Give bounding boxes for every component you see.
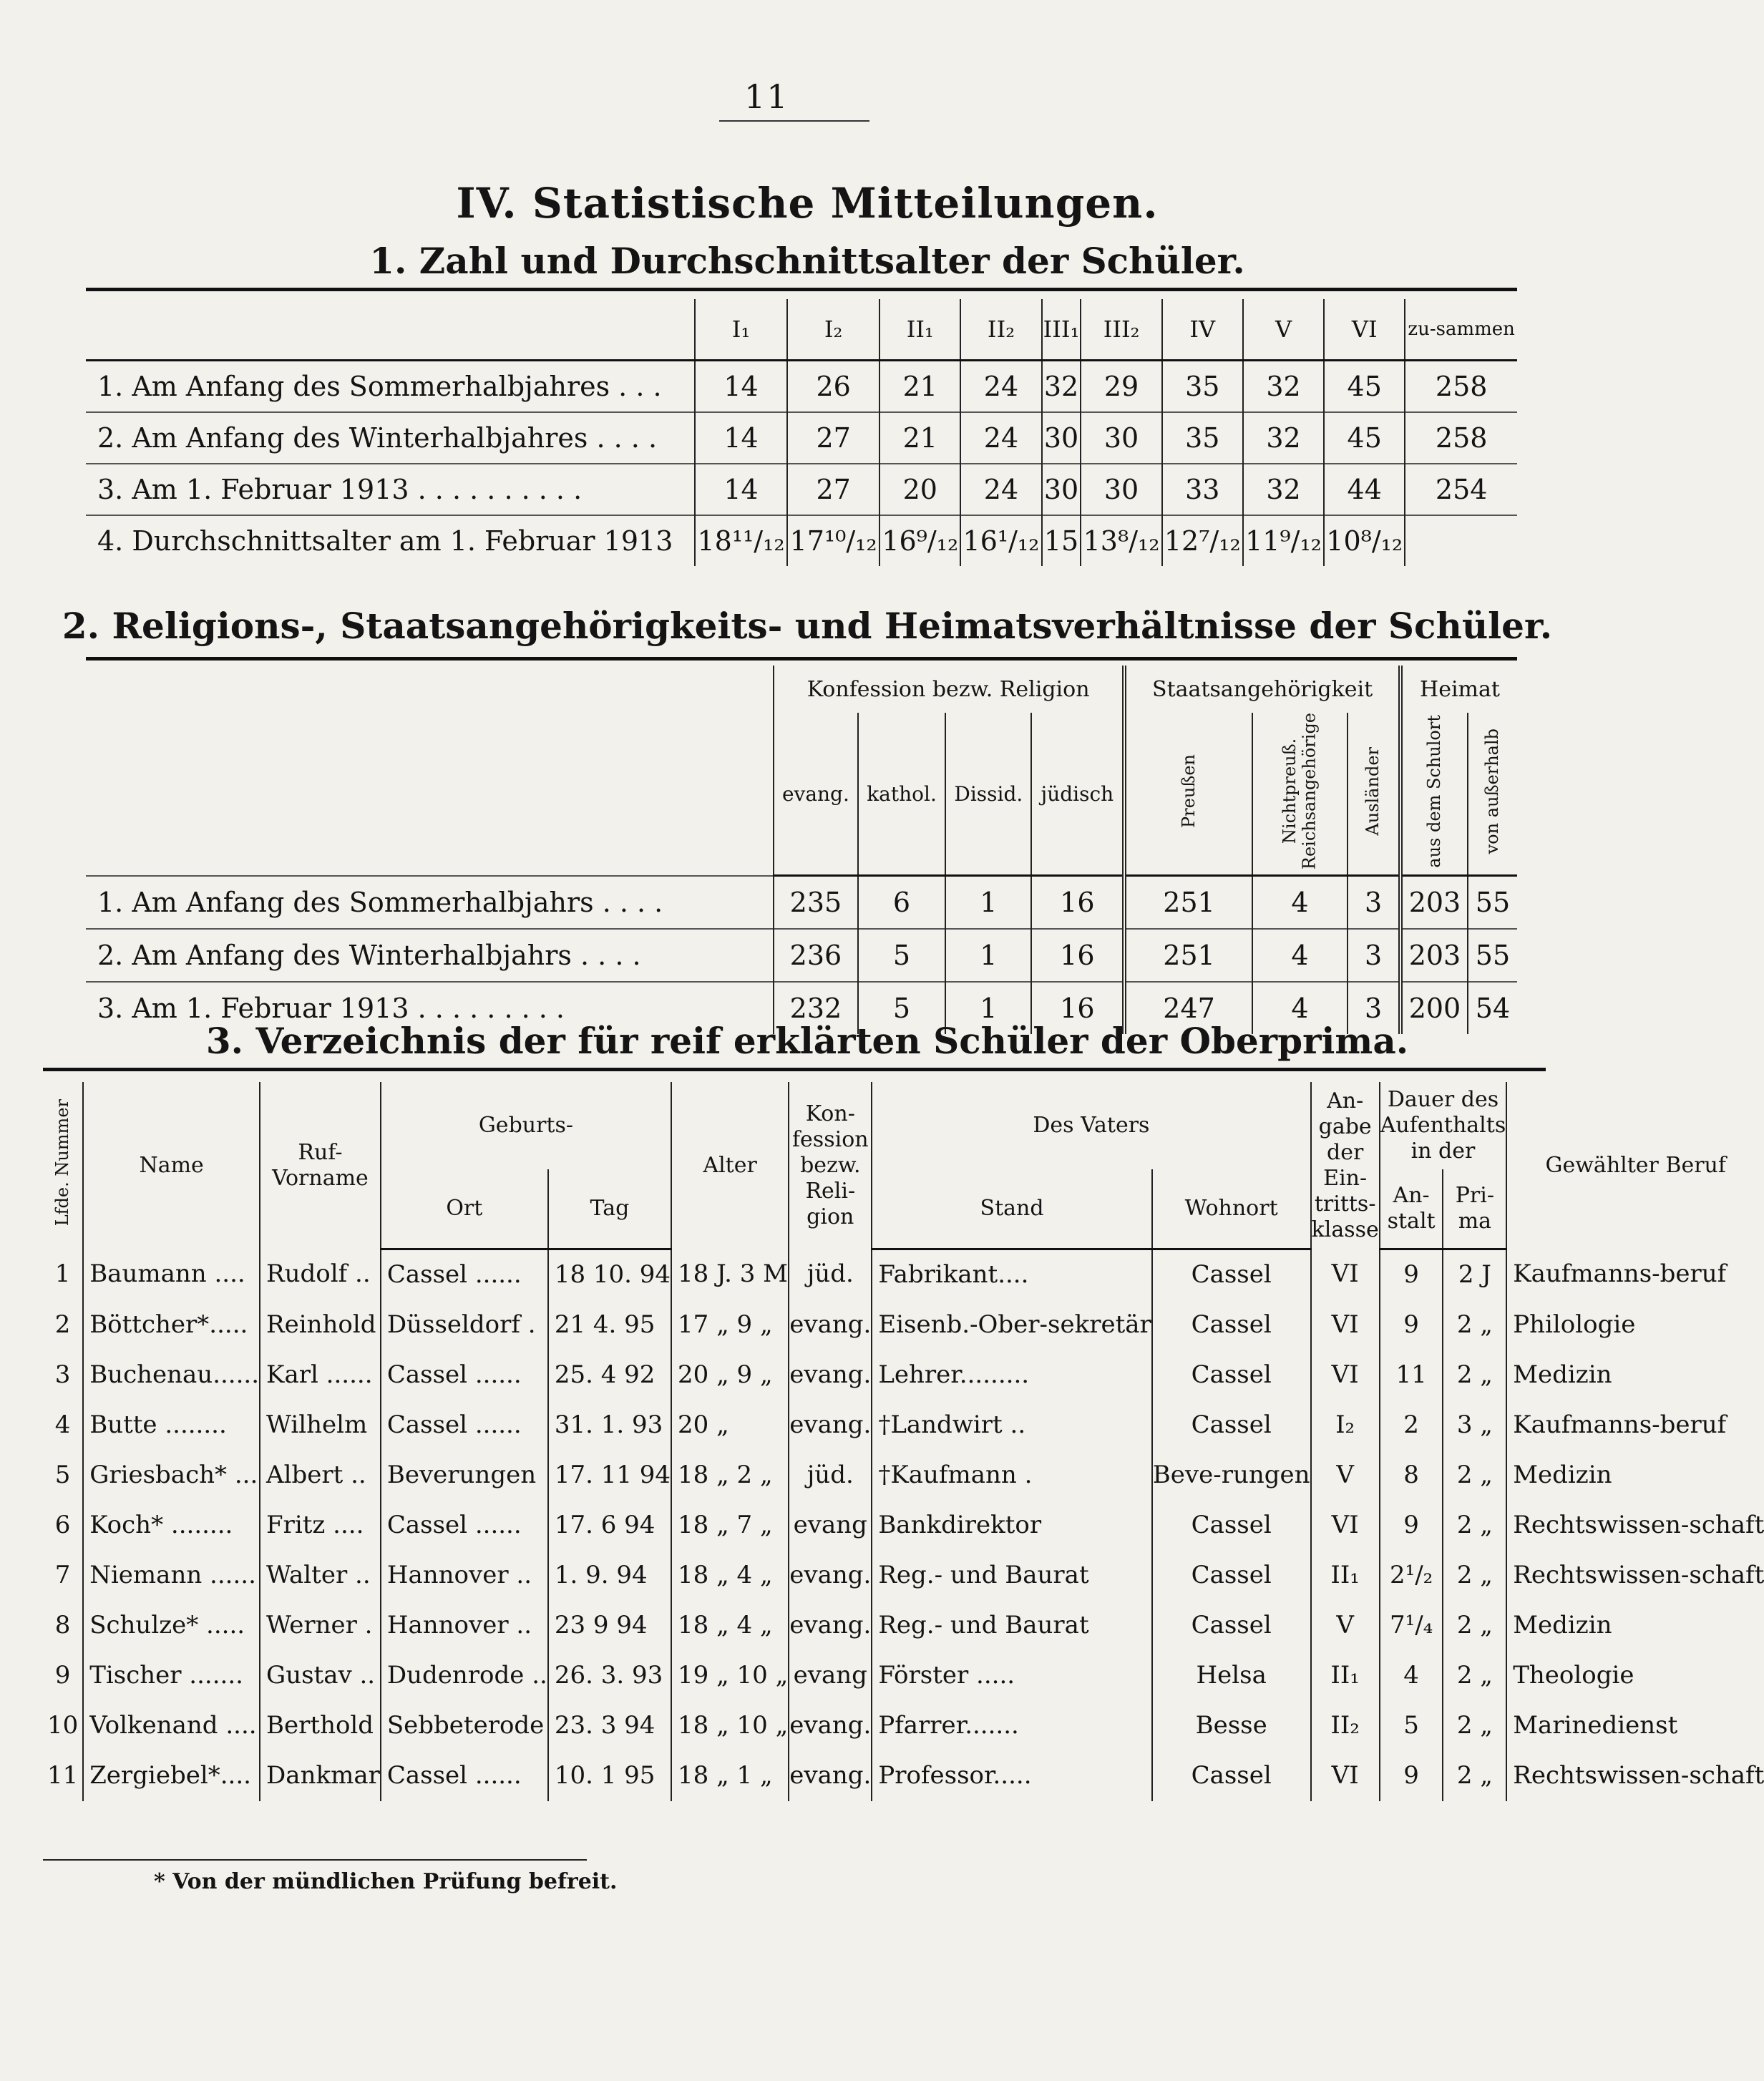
cell: 3 <box>1348 929 1400 982</box>
cell-ort: Cassel ...... <box>381 1751 548 1801</box>
cell-anstalt: 7¹/₄ <box>1380 1601 1443 1651</box>
cell-ort: Beverungen <box>381 1451 548 1501</box>
cell-beruf: Medizin <box>1506 1350 1764 1400</box>
footnote-rule <box>43 1859 587 1861</box>
konfession-header: Kon-fession bezw. Reli-gion <box>789 1082 872 1249</box>
cell-ort: Hannover .. <box>381 1601 548 1651</box>
cell-eintritt: II₂ <box>1311 1701 1380 1751</box>
cell-nr: 8 <box>54 1611 71 1640</box>
cell-beruf: Rechtswissen-schaft <box>1506 1751 1764 1801</box>
cell-stand: Lehrer......... <box>872 1350 1151 1400</box>
nr-header <box>43 1082 83 1249</box>
table1-col-header: IV <box>1162 299 1243 361</box>
page-number: 11 <box>744 77 789 116</box>
cell: 30 <box>1081 412 1161 464</box>
cell-konf: evang. <box>789 1350 872 1400</box>
cell: 203 <box>1400 929 1468 982</box>
cell-tag: 1. 9. 94 <box>548 1551 671 1601</box>
cell-prima: 2 „ <box>1443 1350 1506 1400</box>
cell-tag: 17. 11 94 <box>548 1451 671 1501</box>
cell-nr: 5 <box>54 1461 71 1490</box>
cell-name: Baumann .... <box>83 1249 260 1301</box>
subcol-header <box>1348 713 1400 876</box>
cell-beruf: Theologie <box>1506 1651 1764 1701</box>
cell: 45 <box>1324 412 1405 464</box>
cell-alter: 18 „ 10 „ <box>671 1701 789 1751</box>
cell-anstalt: 2 <box>1380 1400 1443 1451</box>
vertical-label: Preußen <box>1178 754 1199 829</box>
cell: 12⁷/₁₂ <box>1162 515 1243 566</box>
cell-prima: 2 „ <box>1443 1651 1506 1701</box>
subcol-header <box>1252 713 1348 876</box>
cell-alter: 18 „ 4 „ <box>671 1551 789 1601</box>
graduates-table <box>43 1082 1764 1801</box>
cell: 3 <box>1348 876 1400 930</box>
table2-title: 2. Religions-, Staatsangehörigkeits- und Heimatsverhältnisse der Schüler. <box>62 605 1553 647</box>
cell-vorname: Fritz .... <box>260 1501 381 1551</box>
cell: 258 <box>1405 412 1517 464</box>
cell: 16⁹/₁₂ <box>879 515 960 566</box>
table-row <box>86 464 1517 515</box>
cell-prima: 2 „ <box>1443 1601 1506 1651</box>
cell-anstalt: 8 <box>1380 1451 1443 1501</box>
cell-wohnort: Cassel <box>1152 1501 1311 1551</box>
cell: 6 <box>858 876 945 930</box>
page-number-rule <box>719 120 869 122</box>
cell: 4 <box>1252 929 1348 982</box>
cell-alter: 18 J. 3 M <box>671 1249 789 1301</box>
cell-konf: evang <box>789 1651 872 1701</box>
cell-konf: evang. <box>789 1701 872 1751</box>
table-row <box>86 876 1517 930</box>
table-row <box>86 515 1517 566</box>
row-label: 1. Am Anfang des Sommerhalbjahrs . . . . <box>86 876 774 930</box>
cell: 45 <box>1324 361 1405 413</box>
cell: 203 <box>1400 876 1468 930</box>
cell-stand: †Landwirt .. <box>872 1400 1151 1451</box>
subcol-header: evang. <box>774 713 858 876</box>
cell-stand: Fabrikant.... <box>872 1249 1151 1301</box>
cell-stand: Förster ..... <box>872 1651 1151 1701</box>
cell-wohnort: Cassel <box>1152 1249 1311 1301</box>
cell-vorname: Walter .. <box>260 1551 381 1601</box>
stand-header: Stand <box>872 1169 1151 1249</box>
table2-top-rule <box>86 657 1517 661</box>
cell: 24 <box>960 412 1041 464</box>
cell-name: Griesbach* ... <box>83 1451 260 1501</box>
cell-anstalt: 2¹/₂ <box>1380 1551 1443 1601</box>
table1-col-header: I₁ <box>695 299 787 361</box>
cell-tag: 31. 1. 93 <box>548 1400 671 1451</box>
cell: 26 <box>787 361 879 413</box>
cell-tag: 21 4. 95 <box>548 1300 671 1350</box>
cell: 32 <box>1243 412 1324 464</box>
cell-ort: Cassel ...... <box>381 1501 548 1551</box>
cell: 5 <box>858 929 945 982</box>
cell-ort: Cassel ...... <box>381 1400 548 1451</box>
cell-ort: Cassel ...... <box>381 1350 548 1400</box>
cell: 18¹¹/₁₂ <box>695 515 787 566</box>
cell-nr: 11 <box>47 1761 79 1790</box>
cell-eintritt: VI <box>1311 1501 1380 1551</box>
section-title: IV. Statistische Mitteilungen. <box>456 179 1159 228</box>
cell-anstalt: 9 <box>1380 1751 1443 1801</box>
cell: 27 <box>787 464 879 515</box>
cell-eintritt: V <box>1311 1451 1380 1501</box>
staat-group-header: Staatsangehörigkeit <box>1124 666 1400 713</box>
cell-anstalt: 5 <box>1380 1701 1443 1751</box>
cell-beruf: Rechtswissen-schaft <box>1506 1501 1764 1551</box>
table1-col-header: II₂ <box>960 299 1041 361</box>
cell-alter: 20 „ <box>671 1400 789 1451</box>
cell-konf: evang <box>789 1501 872 1551</box>
cell-konf: evang. <box>789 1751 872 1801</box>
cell: 13⁸/₁₂ <box>1081 515 1161 566</box>
cell-stand: †Kaufmann . <box>872 1451 1151 1501</box>
cell-konf: evang. <box>789 1551 872 1601</box>
cell: 10⁸/₁₂ <box>1324 515 1405 566</box>
cell: 232 <box>774 982 858 1034</box>
cell: 55 <box>1468 929 1517 982</box>
table1-label-header <box>86 299 695 361</box>
cell-wohnort: Cassel <box>1152 1350 1311 1400</box>
vertical-label: Ausländer <box>1363 746 1383 836</box>
cell-ort: Düsseldorf . <box>381 1300 548 1350</box>
cell-ort: Dudenrode .. <box>381 1651 548 1701</box>
ort-header: Ort <box>381 1169 548 1249</box>
cell-stand: Bankdirektor <box>872 1501 1151 1551</box>
cell-beruf: Medizin <box>1506 1601 1764 1651</box>
cell: 16¹/₁₂ <box>960 515 1041 566</box>
anstalt-header: An-stalt <box>1380 1169 1443 1249</box>
cell-eintritt: VI <box>1311 1751 1380 1801</box>
cell-wohnort: Cassel <box>1152 1300 1311 1350</box>
table-row <box>43 1601 1764 1651</box>
cell-konf: jüd. <box>789 1249 872 1301</box>
cell: 4 <box>1252 982 1348 1034</box>
table-row <box>43 1651 1764 1701</box>
vertical-label: aus dem Schulort <box>1424 714 1445 868</box>
name-header: Name <box>83 1082 260 1249</box>
cell: 24 <box>960 464 1041 515</box>
cell-alter: 17 „ 9 „ <box>671 1300 789 1350</box>
cell-prima: 2 „ <box>1443 1501 1506 1551</box>
row-label: 2. Am Anfang des Winterhalbjahrs . . . . <box>86 929 774 982</box>
wohnort-header: Wohnort <box>1152 1169 1311 1249</box>
subcol-header: Dissid. <box>945 713 1031 876</box>
prima-header: Pri-ma <box>1443 1169 1506 1249</box>
cell: 251 <box>1124 876 1252 930</box>
cell-prima: 2 J <box>1443 1249 1506 1301</box>
cell-nr: 3 <box>54 1360 71 1390</box>
cell-nr: 6 <box>54 1511 71 1540</box>
cell-anstalt: 9 <box>1380 1501 1443 1551</box>
cell-name: Tischer ....... <box>83 1651 260 1701</box>
cell-name: Butte ........ <box>83 1400 260 1451</box>
table2-label-header <box>86 666 774 876</box>
cell: 15 <box>1042 515 1081 566</box>
cell-alter: 18 „ 2 „ <box>671 1451 789 1501</box>
subcol-header <box>1124 713 1252 876</box>
cell-tag: 23 9 94 <box>548 1601 671 1651</box>
cell-nr: 7 <box>54 1561 71 1590</box>
cell <box>1405 515 1517 566</box>
cell-beruf: Philologie <box>1506 1300 1764 1350</box>
table1-col-header: II₁ <box>879 299 960 361</box>
cell-eintritt: II₁ <box>1311 1651 1380 1701</box>
cell: 258 <box>1405 361 1517 413</box>
cell-alter: 18 „ 1 „ <box>671 1751 789 1801</box>
cell-stand: Reg.- und Baurat <box>872 1551 1151 1601</box>
beruf-header: Gewählter Beruf <box>1506 1082 1764 1249</box>
cell-prima: 2 „ <box>1443 1701 1506 1751</box>
cell-prima: 2 „ <box>1443 1551 1506 1601</box>
subcol-header: kathol. <box>858 713 945 876</box>
row-label: 3. Am 1. Februar 1913 . . . . . . . . . <box>86 982 774 1034</box>
vorname-header: Ruf-Vorname <box>260 1082 381 1249</box>
cell-alter: 18 „ 4 „ <box>671 1601 789 1651</box>
cell: 200 <box>1400 982 1468 1034</box>
cell: 55 <box>1468 876 1517 930</box>
cell-name: Zergiebel*.... <box>83 1751 260 1801</box>
row-label: 4. Durchschnittsalter am 1. Februar 1913 <box>86 515 695 566</box>
cell-eintritt: VI <box>1311 1249 1380 1301</box>
cell-stand: Reg.- und Baurat <box>872 1601 1151 1651</box>
cell-wohnort: Besse <box>1152 1701 1311 1751</box>
cell: 251 <box>1124 929 1252 982</box>
cell: 30 <box>1081 464 1161 515</box>
dauer-header: Dauer des Aufenthalts in der <box>1380 1082 1506 1169</box>
eintritt-header: An-gabe der Ein-tritts-klasse <box>1311 1082 1380 1249</box>
cell-nr: 2 <box>54 1310 71 1340</box>
table-row <box>43 1400 1764 1451</box>
table-row <box>43 1501 1764 1551</box>
cell-ort: Hannover .. <box>381 1551 548 1601</box>
cell-stand: Eisenb.-Ober-sekretär <box>872 1300 1151 1350</box>
table-row <box>43 1350 1764 1400</box>
subcol-header <box>1400 713 1468 876</box>
cell-name: Schulze* ..... <box>83 1601 260 1651</box>
cell-wohnort: Cassel <box>1152 1400 1311 1451</box>
cell-nr: 10 <box>47 1711 79 1740</box>
table-row <box>86 361 1517 413</box>
cell-vorname: Albert .. <box>260 1451 381 1501</box>
table1-col-header: III₁ <box>1042 299 1081 361</box>
religion-citizenship-table <box>86 666 1517 1034</box>
cell-tag: 10. 1 95 <box>548 1751 671 1801</box>
cell-tag: 18 10. 94 <box>548 1249 671 1301</box>
tag-header: Tag <box>548 1169 671 1249</box>
cell-name: Niemann ...... <box>83 1551 260 1601</box>
cell: 247 <box>1124 982 1252 1034</box>
cell-vorname: Rudolf .. <box>260 1249 381 1301</box>
cell: 30 <box>1042 412 1081 464</box>
cell-beruf: Medizin <box>1506 1451 1764 1501</box>
cell: 35 <box>1162 412 1243 464</box>
cell-wohnort: Cassel <box>1152 1751 1311 1801</box>
footnote: * Von der mündlichen Prüfung befreit. <box>154 1869 618 1894</box>
cell-konf: evang. <box>789 1300 872 1350</box>
cell: 1 <box>945 876 1031 930</box>
cell-ort: Cassel ...... <box>381 1249 548 1301</box>
cell: 14 <box>695 361 787 413</box>
vertical-label: von außerhalb <box>1482 728 1503 854</box>
table-row <box>43 1701 1764 1751</box>
vertical-label: Lfde. Nummer <box>52 1098 72 1226</box>
vater-header: Des Vaters <box>872 1082 1310 1169</box>
cell-vorname: Berthold <box>260 1701 381 1751</box>
heimat-group-header: Heimat <box>1400 666 1517 713</box>
cell-vorname: Dankmar <box>260 1751 381 1801</box>
cell-vorname: Reinhold <box>260 1300 381 1350</box>
cell-beruf: Kaufmanns-beruf <box>1506 1400 1764 1451</box>
cell-stand: Professor..... <box>872 1751 1151 1801</box>
cell-vorname: Werner . <box>260 1601 381 1651</box>
cell: 14 <box>695 412 787 464</box>
cell-wohnort: Beve-rungen <box>1152 1451 1311 1501</box>
table-row <box>43 1300 1764 1350</box>
cell-tag: 17. 6 94 <box>548 1501 671 1551</box>
table1-top-rule <box>86 288 1517 291</box>
cell-alter: 20 „ 9 „ <box>671 1350 789 1400</box>
subcol-header <box>1468 713 1517 876</box>
table3-top-rule <box>43 1068 1546 1071</box>
cell-name: Volkenand .... <box>83 1701 260 1751</box>
cell-eintritt: I₂ <box>1311 1400 1380 1451</box>
cell-alter: 18 „ 7 „ <box>671 1501 789 1551</box>
table-row <box>86 412 1517 464</box>
konfession-group-header: Konfession bezw. Religion <box>774 666 1124 713</box>
table-row <box>43 1551 1764 1601</box>
cell-alter: 19 „ 10 „ <box>671 1651 789 1701</box>
cell: 16 <box>1031 982 1124 1034</box>
cell-konf: evang. <box>789 1601 872 1651</box>
cell: 235 <box>774 876 858 930</box>
cell-anstalt: 9 <box>1380 1249 1443 1301</box>
cell-eintritt: VI <box>1311 1350 1380 1400</box>
table-row <box>86 929 1517 982</box>
cell: 11⁹/₁₂ <box>1243 515 1324 566</box>
table-row <box>43 1249 1764 1301</box>
cell-prima: 2 „ <box>1443 1451 1506 1501</box>
cell: 32 <box>1243 361 1324 413</box>
cell-prima: 3 „ <box>1443 1400 1506 1451</box>
cell: 54 <box>1468 982 1517 1034</box>
table3-title: 3. Verzeichnis der für reif erklärten Schüler der Oberprima. <box>205 1020 1409 1062</box>
cell: 16 <box>1031 929 1124 982</box>
cell-wohnort: Cassel <box>1152 1601 1311 1651</box>
table-row <box>43 1751 1764 1801</box>
cell: 29 <box>1081 361 1161 413</box>
geburt-header: Geburts- <box>381 1082 671 1169</box>
cell: 236 <box>774 929 858 982</box>
cell-name: Buchenau...... <box>83 1350 260 1400</box>
cell-wohnort: Helsa <box>1152 1651 1311 1701</box>
cell-name: Böttcher*..... <box>83 1300 260 1350</box>
cell: 16 <box>1031 876 1124 930</box>
cell: 32 <box>1042 361 1081 413</box>
table1-col-header: zu-sammen <box>1405 299 1517 361</box>
cell-beruf: Rechtswissen-schaft <box>1506 1551 1764 1601</box>
vertical-label: Nichtpreuß. Reichsangehörige <box>1279 712 1320 870</box>
cell-nr: 9 <box>54 1661 71 1690</box>
cell: 14 <box>695 464 787 515</box>
cell: 24 <box>960 361 1041 413</box>
cell-konf: jüd. <box>789 1451 872 1501</box>
table1-col-header: III₂ <box>1081 299 1161 361</box>
cell: 254 <box>1405 464 1517 515</box>
cell-name: Koch* ........ <box>83 1501 260 1551</box>
cell-tag: 23. 3 94 <box>548 1701 671 1751</box>
cell-tag: 25. 4 92 <box>548 1350 671 1400</box>
table1-col-header: I₂ <box>787 299 879 361</box>
cell: 21 <box>879 361 960 413</box>
table-row <box>43 1451 1764 1501</box>
cell: 17¹⁰/₁₂ <box>787 515 879 566</box>
cell-eintritt: VI <box>1311 1300 1380 1350</box>
cell: 30 <box>1042 464 1081 515</box>
table1-col-header: VI <box>1324 299 1405 361</box>
cell-nr: 4 <box>54 1410 71 1440</box>
cell: 1 <box>945 929 1031 982</box>
cell: 1 <box>945 982 1031 1034</box>
cell: 21 <box>879 412 960 464</box>
cell-ort: Sebbeterode <box>381 1701 548 1751</box>
cell-prima: 2 „ <box>1443 1300 1506 1350</box>
cell-tag: 26. 3. 93 <box>548 1651 671 1701</box>
cell: 27 <box>787 412 879 464</box>
cell: 3 <box>1348 982 1400 1034</box>
cell-vorname: Gustav .. <box>260 1651 381 1701</box>
cell-vorname: Wilhelm <box>260 1400 381 1451</box>
cell: 35 <box>1162 361 1243 413</box>
row-label: 2. Am Anfang des Winterhalbjahres . . . . <box>86 412 695 464</box>
alter-header: Alter <box>671 1082 789 1249</box>
cell-beruf: Marinedienst <box>1506 1701 1764 1751</box>
cell-wohnort: Cassel <box>1152 1551 1311 1601</box>
cell: 33 <box>1162 464 1243 515</box>
table1-title: 1. Zahl und Durchschnittsalter der Schüler. <box>369 240 1245 282</box>
cell-prima: 2 „ <box>1443 1751 1506 1801</box>
cell-vorname: Karl ...... <box>260 1350 381 1400</box>
cell: 4 <box>1252 876 1348 930</box>
cell: 20 <box>879 464 960 515</box>
cell-beruf: Kaufmanns-beruf <box>1506 1249 1764 1301</box>
cell-stand: Pfarrer....... <box>872 1701 1151 1751</box>
table1-col-header: V <box>1243 299 1324 361</box>
row-label: 1. Am Anfang des Sommerhalbjahres . . . <box>86 361 695 413</box>
cell: 5 <box>858 982 945 1034</box>
cell-anstalt: 4 <box>1380 1651 1443 1701</box>
cell-anstalt: 11 <box>1380 1350 1443 1400</box>
cell-anstalt: 9 <box>1380 1300 1443 1350</box>
cell-eintritt: II₁ <box>1311 1551 1380 1601</box>
subcol-header: jüdisch <box>1031 713 1124 876</box>
student-count-table <box>86 299 1517 566</box>
cell: 44 <box>1324 464 1405 515</box>
cell-konf: evang. <box>789 1400 872 1451</box>
cell-nr: 1 <box>54 1259 71 1289</box>
cell: 32 <box>1243 464 1324 515</box>
row-label: 3. Am 1. Februar 1913 . . . . . . . . . . <box>86 464 695 515</box>
cell-eintritt: V <box>1311 1601 1380 1651</box>
